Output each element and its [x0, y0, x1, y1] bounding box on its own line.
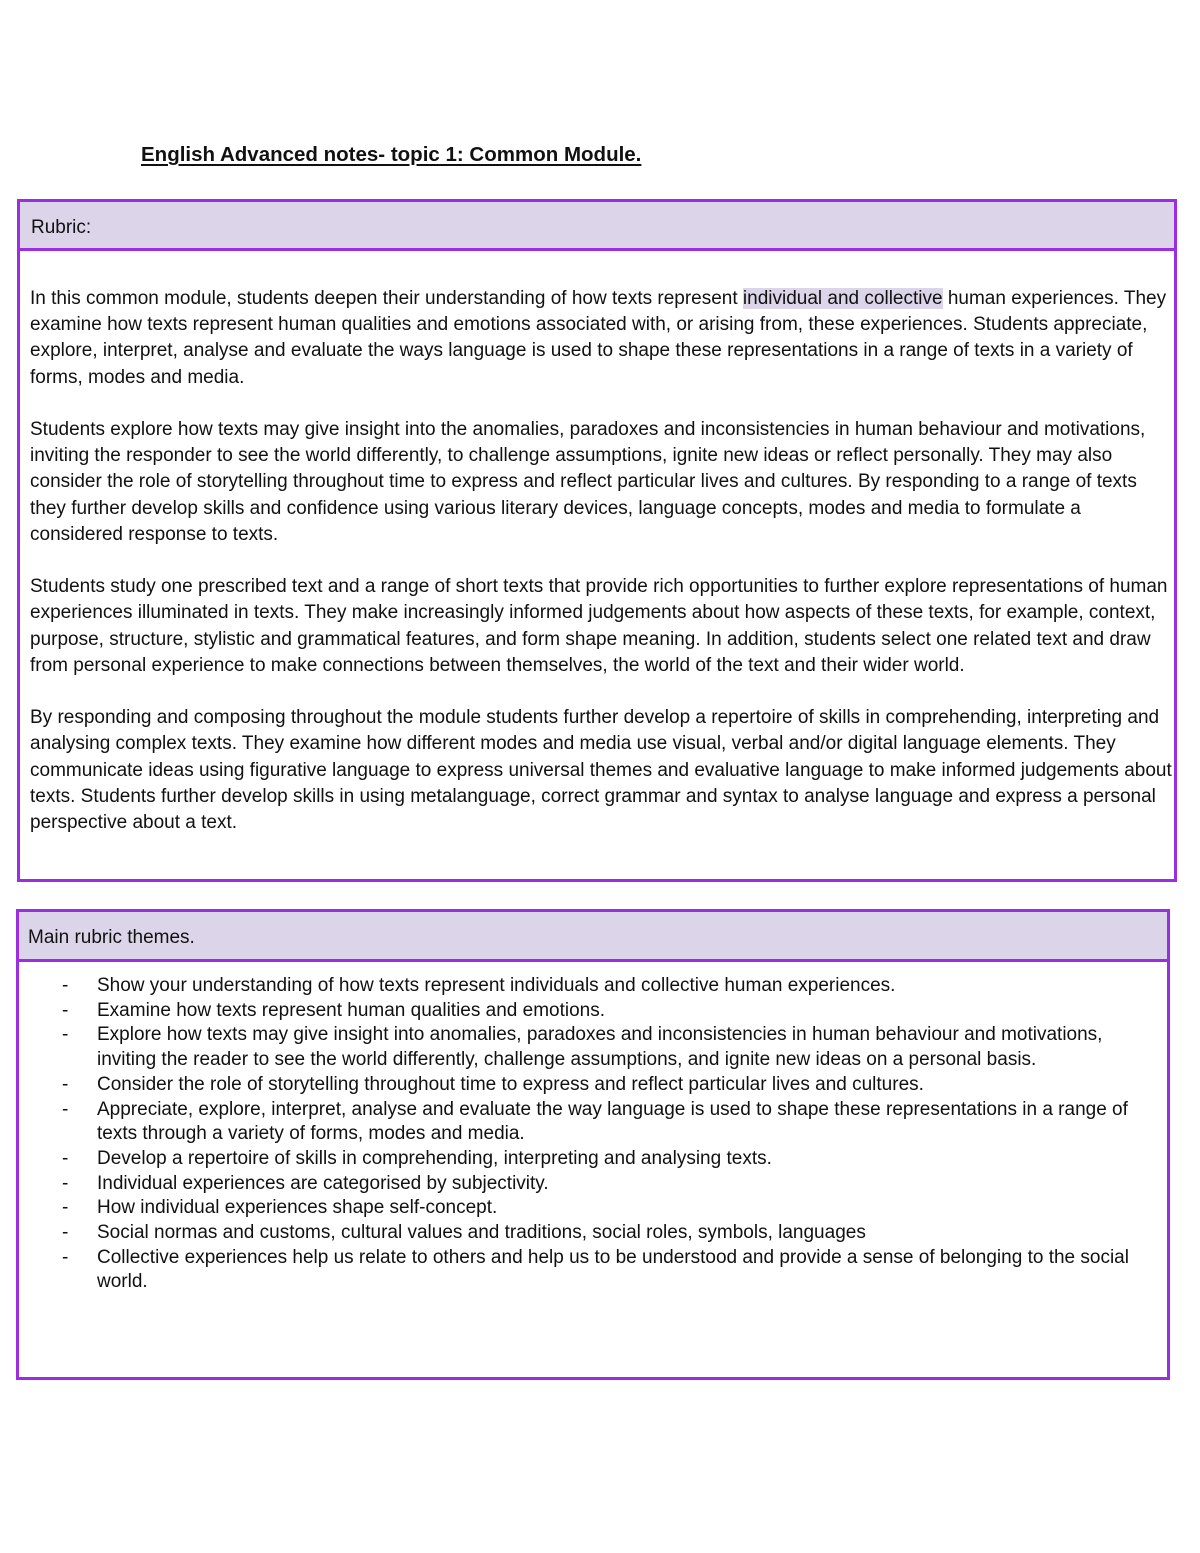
list-item: - Individual experiences are categorised by subjectivity.: [19, 1172, 1157, 1197]
list-item: - Develop a repertoire of skills in comprehending, interpreting and analysing texts.: [19, 1147, 1157, 1172]
list-item: - Consider the role of storytelling throughout time to express and reflect particular lives and cultures.: [19, 1073, 1157, 1098]
list-item: - How individual experiences shape self-concept.: [19, 1196, 1157, 1221]
list-item: - Appreciate, explore, interpret, analyse and evaluate the way language is used to shape these representations in a range of texts through a variety of forms, modes and media.: [19, 1098, 1157, 1147]
rubric-paragraph-4: By responding and composing throughout the module students further develop a repertoire of skills in comprehending, interpreting and analysing complex texts. They examine how different modes and media use visual, verbal and/or digital language elements. They communicate ideas using figurative language to express universal themes and evaluative language to make informed judgements about texts. Students further develop skills in using metalanguage, correct grammar and syntax to analyse language and express a personal perspective about a text.: [30, 707, 1172, 834]
list-item: - Collective experiences help us relate to others and help us to be understood and provide a sense of belonging to the social world.: [19, 1246, 1157, 1295]
themes-list: [19, 962, 1167, 1295]
rubric-paragraph-3: Students study one prescribed text and a range of short texts that provide rich opportunities to further explore representations of human experiences illuminated in texts. They make increasingly informed judgements about how aspects of these texts, for example, context, purpose, structure, stylistic and grammatical features, and form shape meaning. In addition, students select one related text and draw from personal experience to make connections between themselves, the world of the text and their wider world.: [30, 576, 1168, 676]
themes-header: Main rubric themes.: [19, 912, 1167, 962]
list-item: - Show your understanding of how texts represent individuals and collective human experiences.: [19, 974, 1157, 999]
rubric-body: [20, 251, 1174, 836]
page-title: English Advanced notes- topic 1: Common Module.: [141, 143, 642, 166]
rubric-p1-text-end: human experiences. They examine how texts represent human qualities and emotions associated with, or arising from, these experiences. Students appreciate, explore, interpret, analyse and evaluate the ways language is used to shape these representations in a range of texts in a variety of forms, modes and media.: [30, 288, 1167, 388]
rubric-paragraph-1: [30, 286, 1174, 391]
list-item: - Social normas and customs, cultural values and traditions, social roles, symbols, languages: [19, 1221, 1157, 1246]
rubric-header: Rubric:: [20, 202, 1174, 251]
list-item: - Examine how texts represent human qualities and emotions.: [19, 999, 1157, 1024]
rubric-paragraph-2: Students explore how texts may give insight into the anomalies, paradoxes and inconsistencies in human behaviour and motivations, inviting the responder to see the world differently, to challenge assumptions, ignite new ideas or reflect personally. They may also consider the role of storytelling throughout time to express and reflect particular lives and cultures. By responding to a range of texts they further develop skills and confidence using various literary devices, language concepts, modes and media to formulate a considered response to texts.: [30, 419, 1146, 545]
list-item: - Explore how texts may give insight into anomalies, paradoxes and inconsistencies in human behaviour and motivations, inviting the reader to see the world differently, challenge assumptions, and ignite new ideas on a personal basis.: [19, 1023, 1157, 1072]
highlighted-text: individual and collective: [742, 288, 943, 309]
themes-box: [16, 909, 1170, 1380]
rubric-box: [17, 199, 1177, 882]
rubric-p1-text-start: In this common module, students deepen their understanding of how texts represent: [30, 288, 743, 309]
